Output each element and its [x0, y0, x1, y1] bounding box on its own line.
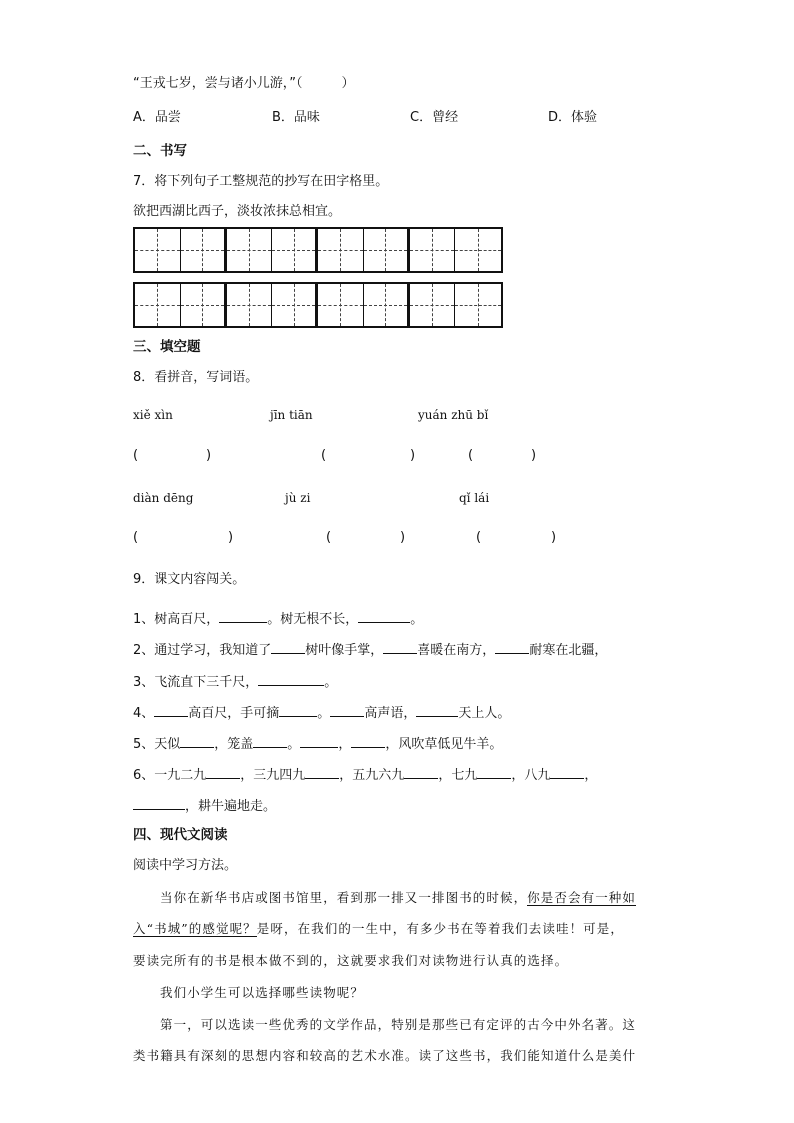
grid-cell[interactable]	[272, 229, 318, 271]
reading-intro: 阅读中学习方法。	[133, 858, 238, 873]
fill-text: ，七九	[438, 768, 478, 783]
blank[interactable]	[279, 704, 317, 717]
blank[interactable]	[495, 641, 529, 654]
q9-prompt: 9．课文内容闯关。	[133, 572, 246, 587]
answer-paren-close: )	[206, 448, 212, 463]
section-title-fill: 三、填空题	[133, 339, 201, 355]
fill-text: ，耕牛遍地走。	[185, 799, 277, 814]
fill-text: 3、飞流直下三千尺，	[133, 675, 259, 690]
q7-poem: 欲把西湖比西子，淡妆浓抹总相宜。	[133, 204, 342, 219]
blank[interactable]	[358, 610, 410, 623]
blank[interactable]	[253, 735, 287, 748]
fill-text: 1、树高百尺，	[133, 612, 220, 627]
q6-option-b[interactable]: B．品味	[272, 110, 320, 125]
answer-paren-open: (	[468, 448, 474, 463]
answer-paren-open: (	[476, 530, 482, 545]
answer-paren-close: )	[531, 448, 537, 463]
grid-cell[interactable]	[410, 284, 456, 326]
grid-cell[interactable]	[410, 229, 456, 271]
blank[interactable]	[383, 641, 417, 654]
q6-option-c[interactable]: C．曾经	[410, 110, 459, 125]
passage-line: 要读完所有的书是根本做不到的，这就要求我们对读物进行认真的选择。	[133, 953, 569, 968]
blank[interactable]	[271, 641, 305, 654]
answer-paren-close: )	[551, 530, 557, 545]
fill-line-4	[133, 704, 510, 722]
tianzige-row-1[interactable]	[133, 227, 503, 273]
answer-paren-open: (	[133, 530, 139, 545]
passage-line: 我们小学生可以选择哪些读物呢？	[160, 985, 365, 1000]
fill-text: 。	[317, 706, 331, 721]
grid-cell[interactable]	[227, 229, 273, 271]
grid-cell[interactable]	[455, 229, 501, 271]
grid-cell[interactable]	[227, 284, 273, 326]
fill-text: 。树无根不长，	[267, 612, 359, 627]
fill-line-7	[133, 797, 276, 815]
blank[interactable]	[416, 704, 458, 717]
fill-text: ，三九四九	[240, 768, 306, 783]
grid-cell[interactable]	[181, 229, 227, 271]
q7-prompt: 7．将下列句子工整规范的抄写在田字格里。	[133, 174, 389, 189]
fill-text: 4、	[133, 706, 155, 721]
q6-option-a[interactable]: A．品尝	[133, 110, 181, 125]
grid-cell[interactable]	[135, 229, 181, 271]
fill-text: ，笼盖	[214, 737, 254, 752]
blank[interactable]	[258, 673, 324, 686]
answer-paren-close: )	[228, 530, 234, 545]
passage-line: 类书籍具有深刻的思想内容和较高的艺术水准。读了这些书，我们能知道什么是美什	[133, 1048, 637, 1063]
blank[interactable]	[477, 766, 511, 779]
fill-text: ，八九	[511, 768, 551, 783]
blank[interactable]	[351, 735, 385, 748]
blank[interactable]	[206, 766, 240, 779]
grid-cell[interactable]	[455, 284, 501, 326]
grid-cell[interactable]	[272, 284, 318, 326]
blank[interactable]	[300, 735, 338, 748]
blank[interactable]	[154, 704, 188, 717]
answer-paren-open: (	[321, 448, 327, 463]
passage-line: 第一，可以选读一些优秀的文学作品，特别是那些已有定评的古今中外名著。这	[160, 1017, 637, 1032]
fill-text: ，	[338, 737, 352, 752]
grid-cell[interactable]	[318, 229, 364, 271]
passage-text: 当你在新华书店或图书馆里，看到那一排又一排图书的时候，	[160, 890, 528, 905]
fill-line-3	[133, 673, 337, 691]
fill-line-1	[133, 610, 423, 628]
fill-text: 高百尺，手可摘	[188, 706, 280, 721]
fill-text: 。	[287, 737, 301, 752]
blank[interactable]	[550, 766, 584, 779]
fill-line-6	[133, 766, 597, 784]
pinyin-qilai: qǐ lái	[459, 491, 490, 505]
q8-prompt: 8．看拼音，写词语。	[133, 370, 259, 385]
fill-text: 树叶像手掌，	[305, 643, 384, 658]
pinyin-yuanzhubi: yuán zhū bǐ	[418, 408, 489, 422]
fill-text: 喜暖在南方，	[417, 643, 496, 658]
pinyin-xiexin: xiě xìn	[133, 408, 173, 422]
answer-paren-open: (	[133, 448, 139, 463]
answer-paren-open: (	[326, 530, 332, 545]
grid-cell[interactable]	[318, 284, 364, 326]
fill-text: ，	[584, 768, 598, 783]
fill-text: ，风吹草低见牛羊。	[385, 737, 503, 752]
fill-text: 天上人。	[458, 706, 511, 721]
q6-sentence: “王戎七岁，尝与诸小儿游，”（ ）	[133, 76, 355, 91]
section-title-reading: 四、现代文阅读	[133, 827, 228, 843]
fill-text: 耐寒在北疆，	[529, 643, 608, 658]
blank[interactable]	[180, 735, 214, 748]
fill-text: 。	[324, 675, 338, 690]
grid-cell[interactable]	[364, 284, 410, 326]
passage-line	[133, 921, 624, 937]
grid-cell[interactable]	[364, 229, 410, 271]
section-title-writing: 二、书写	[133, 143, 187, 159]
grid-cell[interactable]	[181, 284, 227, 326]
blank[interactable]	[330, 704, 364, 717]
grid-cell[interactable]	[135, 284, 181, 326]
q6-option-d[interactable]: D．体验	[548, 110, 598, 125]
fill-text: 6、一九二九	[133, 768, 207, 783]
passage-text: 是呀，在我们的一生中，有多少书在等着我们去读哇！可是，	[256, 921, 624, 936]
blank[interactable]	[219, 610, 267, 623]
pinyin-juzi: jù zi	[285, 491, 311, 505]
pinyin-jintian: jīn tiān	[270, 408, 313, 422]
fill-text: 高声语，	[364, 706, 417, 721]
underlined-sentence: 入“书城”的感觉呢？	[133, 921, 257, 936]
fill-text: 。	[410, 612, 424, 627]
blank[interactable]	[404, 766, 438, 779]
passage-line	[160, 890, 636, 906]
pinyin-diandeng: diàn dēng	[133, 491, 194, 505]
tianzige-row-2[interactable]	[133, 282, 503, 328]
fill-line-2	[133, 641, 607, 659]
fill-text: 5、天似	[133, 737, 181, 752]
fill-text: 2、通过学习，我知道了	[133, 643, 272, 658]
answer-paren-close: )	[400, 530, 406, 545]
fill-text: ，五九六九	[339, 768, 405, 783]
underlined-sentence: 你是否会有一种如	[527, 890, 637, 905]
answer-paren-close: )	[410, 448, 416, 463]
blank[interactable]	[133, 797, 185, 810]
fill-line-5	[133, 735, 502, 753]
blank[interactable]	[305, 766, 339, 779]
